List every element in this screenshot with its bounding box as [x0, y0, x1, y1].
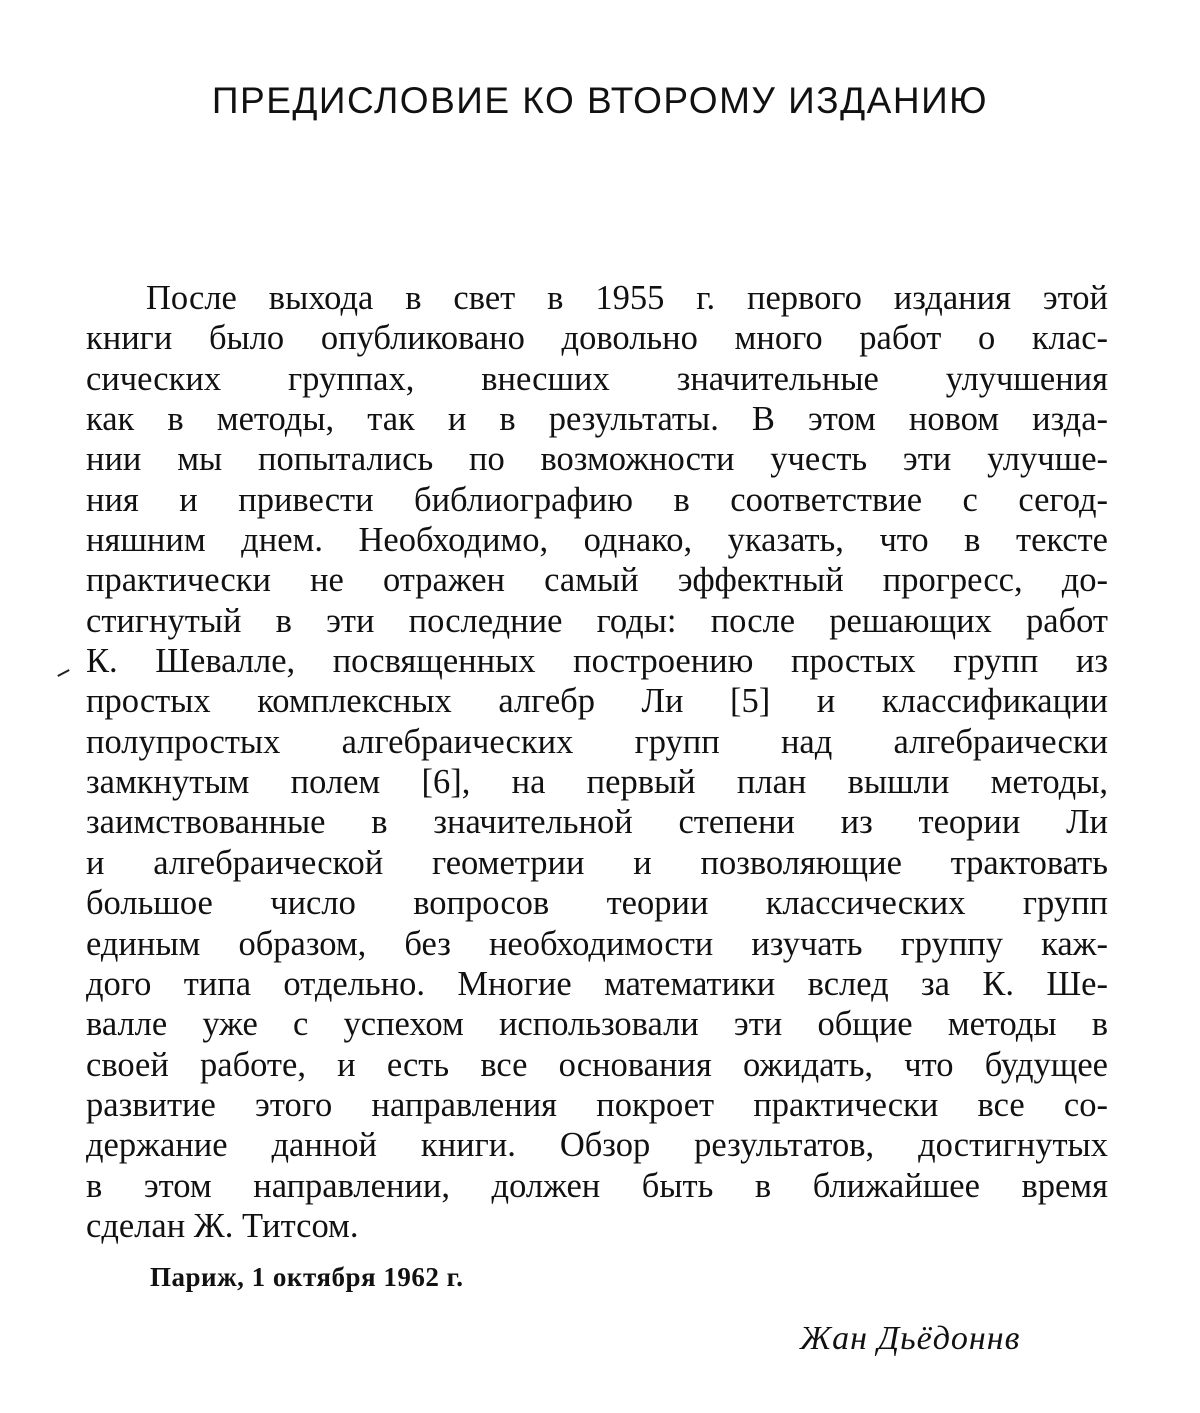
paragraph-line: полупростых алгебраических групп над алгебраически	[86, 722, 1108, 761]
paragraph-line: своей работе, и есть все основания ожидать, что будущее	[86, 1045, 1108, 1084]
paragraph-line: дого типа отдельно. Многие математики вслед за К. Ше-	[86, 964, 1108, 1003]
paragraph-line: заимствованные в значительной степени из теории Ли	[86, 803, 1108, 842]
paragraph-line: простых комплексных алгебр Ли [5] и классификации	[86, 682, 1108, 721]
paragraph-line: сических группах, внесших значительные улучшения	[86, 359, 1108, 398]
preface-paragraph	[86, 278, 1108, 1246]
paragraph-line: практически не отражен самый эффектный прогресс, до-	[86, 561, 1108, 600]
paragraph-line: стигнутый в эти последние годы: после решающих работ	[86, 601, 1108, 640]
paragraph-line: нии мы попытались по возможности учесть эти улучше-	[86, 440, 1108, 479]
paragraph-line: К. Шевалле, посвященных построению простых групп из	[86, 642, 1108, 681]
margin-mark	[57, 669, 69, 677]
paragraph-line: сделан Ж. Титсом.	[86, 1206, 359, 1245]
paragraph-line: как в методы, так и в результаты. В этом новом изда-	[86, 400, 1108, 439]
page-title: ПРЕДИСЛОВИЕ КО ВТОРОМУ ИЗДАНИЮ	[211, 80, 989, 121]
paragraph-line: большое число вопросов теории классических групп	[86, 884, 1108, 923]
paragraph-line: в этом направлении, должен быть в ближайшее время	[86, 1166, 1108, 1205]
paragraph-line: единым образом, без необходимости изучать группу каж-	[86, 924, 1108, 963]
paragraph-line: и алгебраической геометрии и позволяющие трактовать	[86, 843, 1108, 882]
author-signature: Жан Дьёдоннв	[800, 1320, 1021, 1357]
paragraph-line: держание данной книги. Обзор результатов, достигнутых	[86, 1126, 1108, 1165]
paragraph-line: замкнутым полем [6], на первый план вышли методы,	[86, 763, 1108, 802]
place-date: Париж, 1 октября 1962 г.	[150, 1262, 464, 1292]
paragraph-line: няшним днем. Необходимо, однако, указать, что в тексте	[86, 521, 1108, 560]
paragraph-line: ния и привести библиографию в соответствие с сегод-	[86, 480, 1108, 519]
paragraph-line: После выхода в свет в 1955 г. первого издания этой	[146, 279, 1108, 317]
paragraph-line: развитие этого направления покроет практически все со-	[86, 1085, 1108, 1124]
paragraph-line: валле уже с успехом использовали эти общие методы в	[86, 1005, 1108, 1044]
paragraph-line: книги было опубликовано довольно много работ о клас-	[86, 319, 1108, 358]
